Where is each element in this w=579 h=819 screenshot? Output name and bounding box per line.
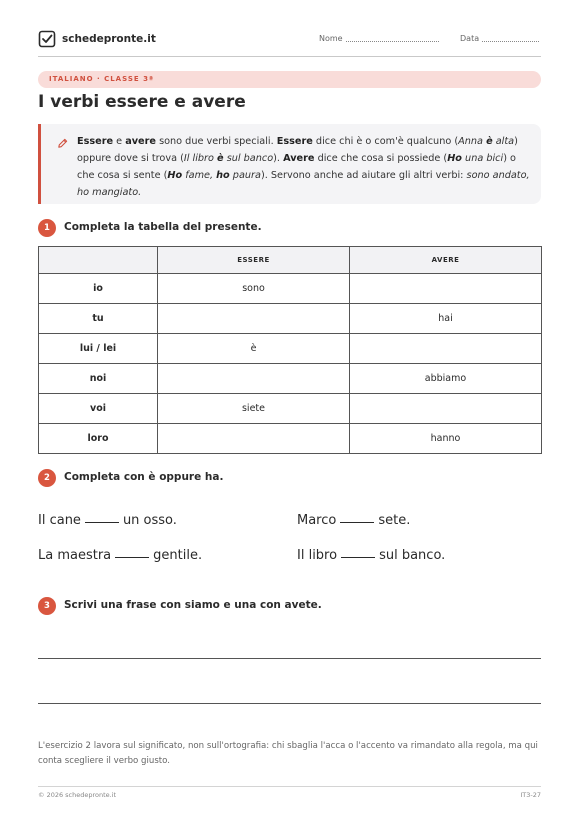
worksheet-code: IT3-27: [520, 791, 541, 799]
conjugation-table: [38, 246, 542, 454]
date-field[interactable]: [460, 34, 539, 43]
sentence-3: [38, 548, 202, 563]
answer-blank[interactable]: [85, 522, 119, 523]
name-field[interactable]: [319, 34, 439, 43]
writing-line-2[interactable]: [38, 703, 541, 704]
intro-text: Essere e avere sono due verbi speciali. Essere dice chi è o com'è qualcuno (Anna è alta) oppure dove si trova (Il libro è sul banco). Avere dice che cosa si possiede (Ho una bici) o che cosa si sente (Ho fame, ho paura). Servono anche ad aiutare gli altri verbi: sono andato, ho mangiato.: [77, 136, 530, 198]
copyright: © 2026 schedepronte.it: [38, 791, 117, 799]
sentence-2: [297, 513, 410, 528]
pronoun-cell: io: [39, 274, 158, 304]
page-footer: [38, 786, 541, 799]
header-cell-essere: ESSERE: [158, 247, 350, 274]
essere-cell[interactable]: sono: [158, 274, 350, 304]
pronoun-cell: voi: [39, 394, 158, 424]
writing-line-1[interactable]: [38, 658, 541, 659]
exercise-2-badge: 2: [38, 469, 56, 487]
table-row: [39, 274, 542, 304]
date-dotted-line: [482, 41, 539, 42]
sentence-end: sete.: [378, 513, 411, 528]
sentence-end: un osso.: [122, 513, 177, 528]
checkbox-logo-icon: [38, 30, 56, 48]
header-cell-avere: AVERE: [350, 247, 542, 274]
avere-cell[interactable]: hanno: [350, 424, 542, 454]
exercise-3-title: Scrivi una frase con siamo e una con avete.: [64, 599, 322, 611]
intro-box: [38, 124, 541, 204]
essere-cell[interactable]: [158, 424, 350, 454]
essere-cell[interactable]: [158, 364, 350, 394]
pronoun-cell: loro: [39, 424, 158, 454]
sentence-start: Il cane: [38, 513, 81, 528]
exercise-3-badge: 3: [38, 597, 56, 615]
essere-cell[interactable]: è: [158, 334, 350, 364]
table-row: [39, 394, 542, 424]
sentence-4: [297, 548, 445, 563]
essere-cell[interactable]: siete: [158, 394, 350, 424]
table-row: [39, 364, 542, 394]
answer-blank[interactable]: [115, 557, 149, 558]
date-label: Data: [460, 34, 480, 43]
sentence-1: [38, 513, 177, 528]
essere-cell[interactable]: [158, 304, 350, 334]
table-row: [39, 334, 542, 364]
table-row: [39, 424, 542, 454]
page-title: I verbi essere e avere: [38, 92, 246, 112]
pencil-icon: [57, 138, 68, 149]
subject-label: ITALIANO · CLASSE 3ª: [49, 74, 154, 83]
pronoun-cell: lui / lei: [39, 334, 158, 364]
sentence-end: gentile.: [153, 548, 203, 563]
exercise-1-title: Completa la tabella del presente.: [64, 221, 262, 233]
sentence-start: La maestra: [38, 548, 112, 563]
avere-cell[interactable]: abbiamo: [350, 364, 542, 394]
header-cell-empty: [39, 247, 158, 274]
subject-band: [38, 71, 541, 88]
name-dotted-line: [346, 41, 439, 42]
name-label: Nome: [319, 34, 343, 43]
avere-cell[interactable]: [350, 334, 542, 364]
sentence-start: Il libro: [297, 548, 338, 563]
sentence-start: Marco: [297, 513, 337, 528]
table-row: [39, 304, 542, 334]
avere-cell[interactable]: [350, 394, 542, 424]
avere-cell[interactable]: hai: [350, 304, 542, 334]
table-header-row: [39, 247, 542, 274]
exercise-1-badge: 1: [38, 219, 56, 237]
page-header: [38, 29, 541, 57]
sentence-end: sul banco.: [379, 548, 446, 563]
brand-name: schedepronte.it: [62, 33, 156, 45]
exercise-2-title: Completa con è oppure ha.: [64, 471, 224, 483]
answer-blank[interactable]: [340, 522, 374, 523]
avere-cell[interactable]: [350, 274, 542, 304]
teacher-note: L'esercizio 2 lavora sul significato, non sull'ortografia: chi sbaglia l'acca o l'accento va rimandato alla regola, ma qui conta scegliere il verbo giusto.: [38, 741, 538, 766]
pronoun-cell: noi: [39, 364, 158, 394]
answer-blank[interactable]: [341, 557, 375, 558]
pronoun-cell: tu: [39, 304, 158, 334]
